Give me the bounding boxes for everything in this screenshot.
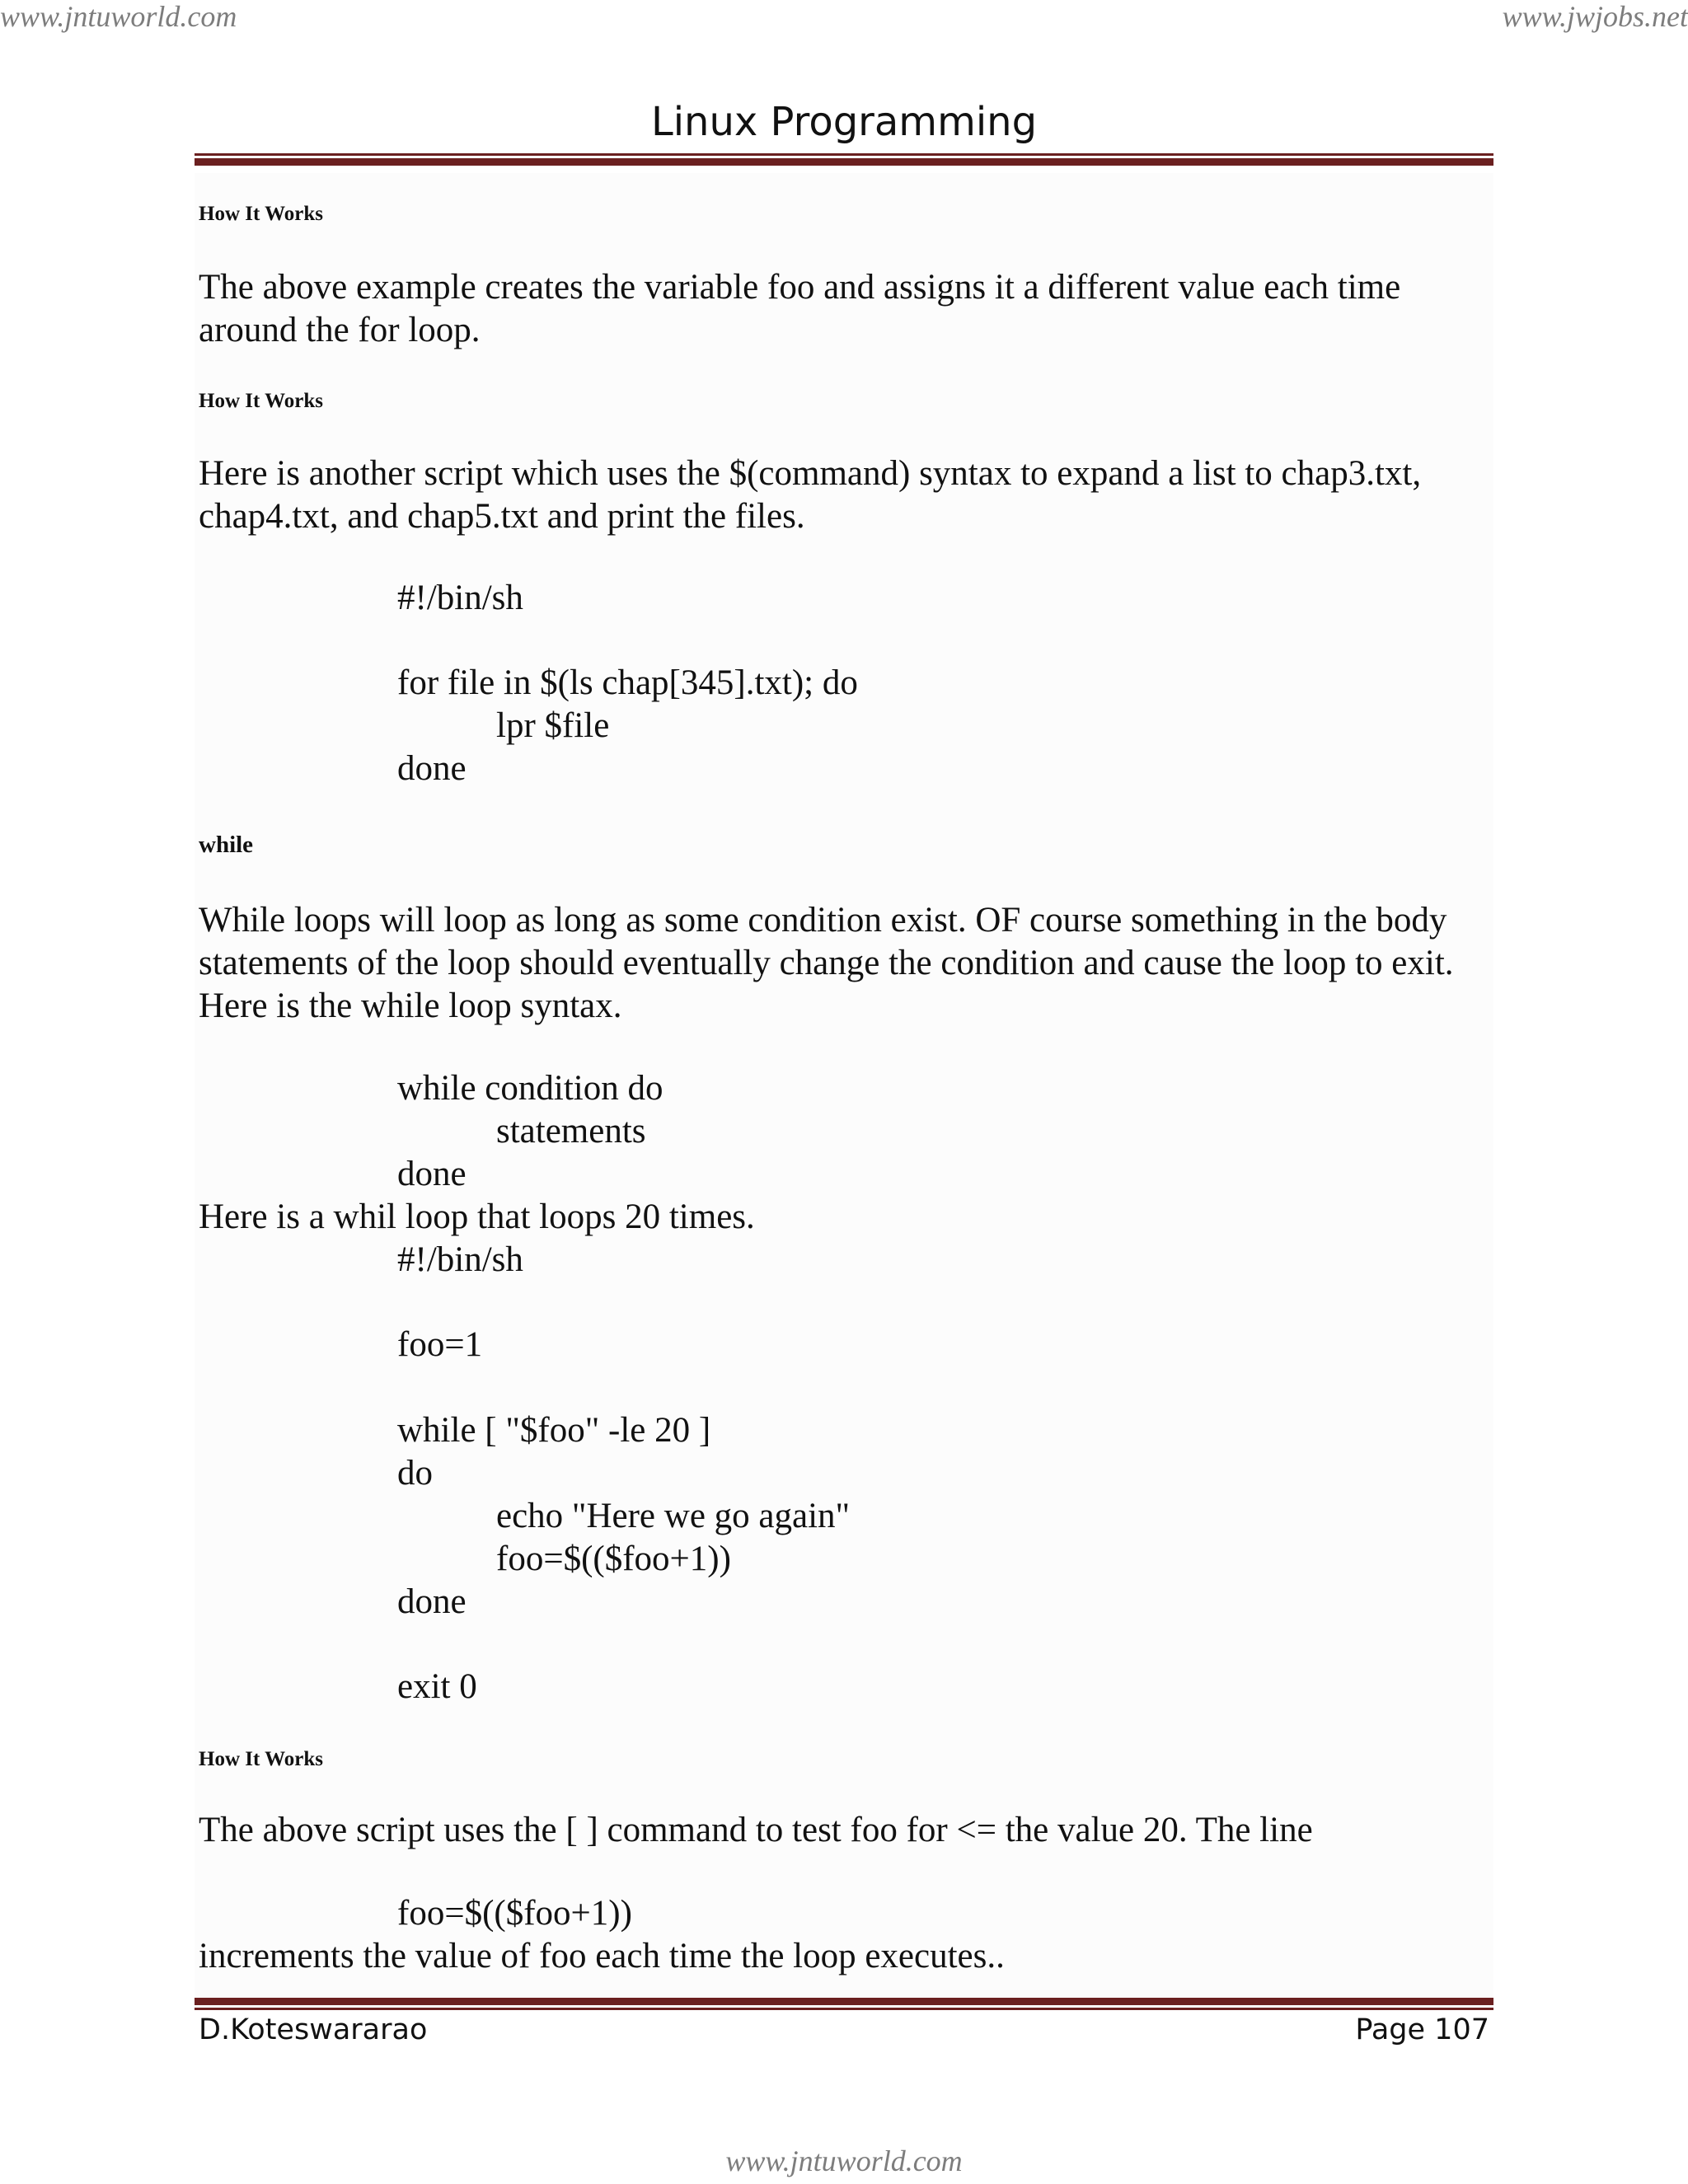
code-line: for file in $(ls chap[345].txt); do: [397, 663, 858, 702]
paragraph-test-command: The above script uses the [ ] command to test foo for <= the value 20. The line: [199, 1811, 1313, 1849]
code-line: foo=$(($foo+1)): [397, 1894, 632, 1933]
code-line: #!/bin/sh: [397, 1240, 523, 1279]
footer-page-number: Page 107: [1355, 2013, 1489, 2046]
subheading-while: while: [199, 832, 254, 858]
paragraph-for-loop-explanation: The above example creates the variable foo and assigns it a different value each time around the for loop.: [199, 268, 1401, 349]
code-line: echo "Here we go again": [496, 1497, 851, 1535]
watermark-top-right: www.jwjobs.net: [1502, 0, 1688, 33]
code-line: foo=$(($foo+1)): [496, 1540, 731, 1578]
code-line: lpr $file: [496, 706, 610, 745]
page-title: Linux Programming: [650, 99, 1038, 145]
footer-author: D.Koteswararao: [199, 2013, 428, 2046]
footer-rule-thin: [195, 2008, 1493, 2010]
subheading-how-it-works-2: How It Works: [199, 390, 323, 412]
code-line: do: [397, 1454, 433, 1493]
paragraph-while-loops: While loops will loop as long as some condition exist. OF course something in the body statements of the loop should eventually change the condition and cause the loop to exit. Here is the while loop syntax.: [199, 901, 1454, 1025]
code-line: statements: [496, 1112, 646, 1151]
code-line: #!/bin/sh: [397, 579, 523, 617]
code-line: done: [397, 749, 467, 788]
paragraph-increments: increments the value of foo each time the loop executes..: [199, 1937, 1005, 1975]
footer-rule-thick: [195, 1998, 1493, 2005]
code-line: done: [397, 1582, 467, 1621]
code-line: while [ "$foo" -le 20 ]: [397, 1411, 711, 1450]
header-rule-thick: [195, 158, 1493, 166]
subheading-how-it-works-1: How It Works: [199, 203, 323, 225]
watermark-bottom: www.jntuworld.com: [725, 2144, 963, 2177]
code-line: done: [397, 1155, 467, 1193]
code-line: while condition do: [397, 1069, 663, 1108]
watermark-top-left: www.jntuworld.com: [0, 0, 237, 33]
page-content-area: [195, 173, 1493, 1996]
subheading-how-it-works-3: How It Works: [199, 1748, 323, 1770]
paragraph-while-20-times: Here is a whil loop that loops 20 times.: [199, 1197, 755, 1236]
code-line: foo=1: [397, 1325, 483, 1364]
code-line: exit 0: [397, 1667, 477, 1706]
paragraph-command-syntax: Here is another script which uses the $(command) syntax to expand a list to chap3.txt, chap4.txt, and chap5.txt and print the files.: [199, 454, 1422, 536]
header-rule-thin: [195, 153, 1493, 156]
